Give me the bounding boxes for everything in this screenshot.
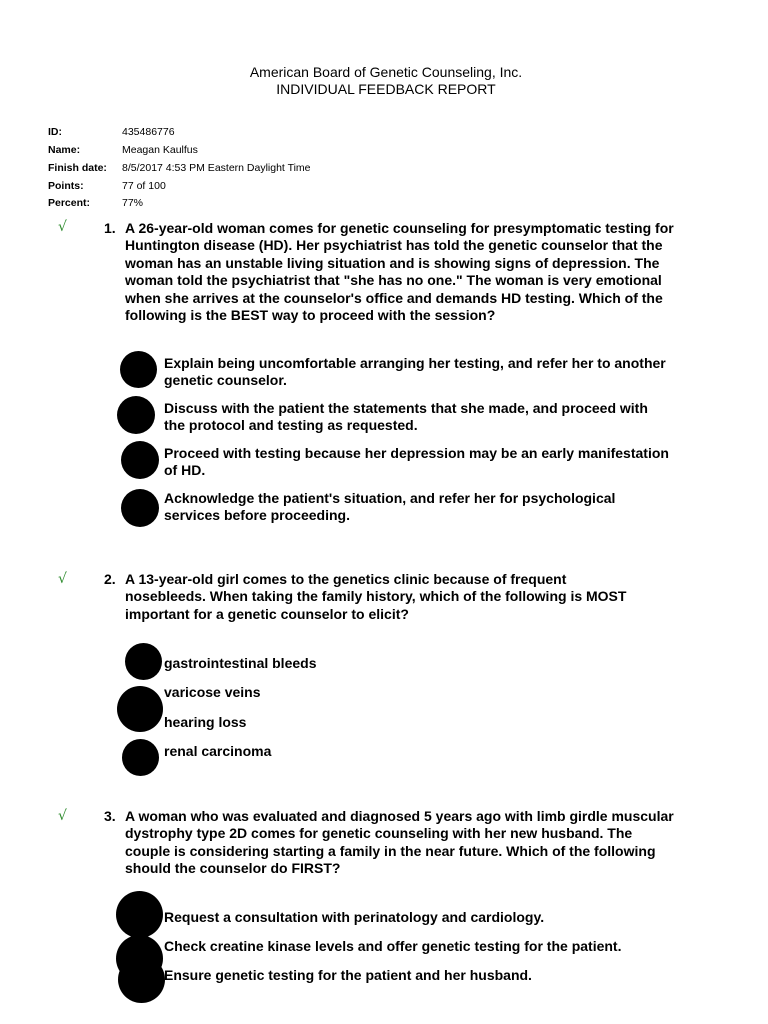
name-label: Name: — [48, 144, 81, 156]
points-label: Points: — [48, 180, 84, 192]
answer-bubble[interactable] — [125, 643, 162, 680]
question-number: 2. — [104, 571, 116, 587]
id-label: ID: — [48, 126, 62, 138]
answer-bubble[interactable] — [118, 956, 165, 1003]
finish-date-value: 8/5/2017 4:53 PM Eastern Daylight Time — [122, 162, 311, 174]
question-text: A woman who was evaluated and diagnosed 5 years ago with limb girdle muscular dystrophy type 2D comes for genetic counseling with her new husband. The couple is considering starting a family in the near future. Which of the following should the counselor do FIRST? — [125, 808, 674, 877]
answer-bubble[interactable] — [120, 351, 157, 388]
answer-bubble[interactable] — [121, 489, 159, 527]
answer-option[interactable]: Acknowledge the patient's situation, and refer her for psychological services before proceeding. — [164, 490, 616, 524]
correct-check-icon: √ — [58, 571, 67, 587]
id-value: 435486776 — [122, 126, 175, 138]
answer-option[interactable]: Ensure genetic testing for the patient and her husband. — [164, 967, 532, 983]
question-text: A 26-year-old woman comes for genetic counseling for presymptomatic testing for Huntington disease (HD). Her psychiatrist has told the genetic counselor that the woman has an unstable living situation and is showing signs of depression. The woman told the psychiatrist that "she has no one." The woman is very emotional when she arrives at the counselor's office and demands HD testing. Which of the following is the BEST way to proceed with the session? — [125, 220, 674, 324]
answer-option[interactable]: Proceed with testing because her depression may be an early manifestation of HD. — [164, 445, 669, 479]
question-number: 3. — [104, 808, 116, 824]
points-value: 77 of 100 — [122, 180, 166, 192]
correct-check-icon: √ — [58, 219, 67, 235]
percent-label: Percent: — [48, 197, 91, 209]
answer-option[interactable]: hearing loss — [164, 714, 247, 730]
answer-option[interactable]: Explain being uncomfortable arranging her testing, and refer her to another genetic counselor. — [164, 355, 666, 389]
answer-option[interactable]: varicose veins — [164, 684, 261, 700]
finish-date-label: Finish date: — [48, 162, 107, 174]
answer-option[interactable]: renal carcinoma — [164, 743, 272, 759]
percent-value: 77% — [122, 197, 144, 209]
correct-check-icon: √ — [58, 808, 67, 824]
answer-bubble[interactable] — [122, 739, 159, 776]
report-title: INDIVIDUAL FEEDBACK REPORT — [276, 81, 496, 97]
answer-bubble[interactable] — [116, 891, 163, 938]
answer-bubble[interactable] — [121, 441, 159, 479]
name-value: Meagan Kaulfus — [122, 144, 198, 156]
question-number: 1. — [104, 220, 116, 236]
question-text: A 13-year-old girl comes to the genetics clinic because of frequent nosebleeds. When taking the family history, which of the following is MOST important for a genetic counselor to elicit? — [125, 571, 627, 622]
answer-bubble[interactable] — [117, 396, 155, 434]
answer-option[interactable]: gastrointestinal bleeds — [164, 655, 317, 671]
answer-option[interactable]: Discuss with the patient the statements that she made, and proceed with the protocol and testing as requested. — [164, 400, 648, 434]
answer-option[interactable]: Check creatine kinase levels and offer genetic testing for the patient. — [164, 938, 622, 954]
answer-option[interactable]: Request a consultation with perinatology and cardiology. — [164, 909, 545, 925]
organization-title: American Board of Genetic Counseling, Inc. — [249, 64, 523, 80]
answer-bubble[interactable] — [117, 686, 163, 732]
